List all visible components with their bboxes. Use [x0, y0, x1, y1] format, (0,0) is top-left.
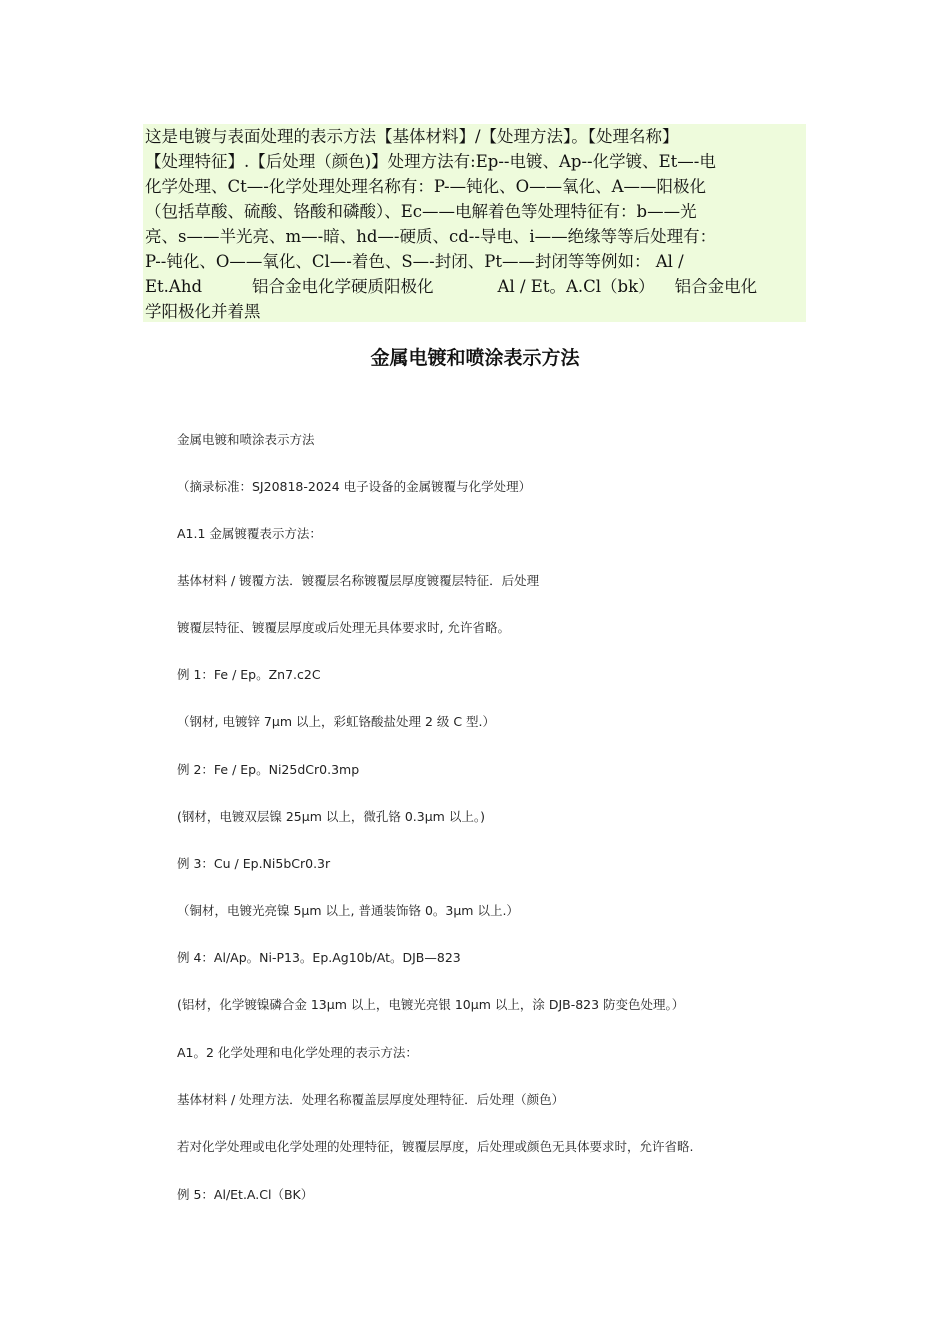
example-desc-2: 铝合金电化 [674, 277, 758, 296]
intro-highlight-box [143, 124, 806, 322]
example-desc-1: 铝合金电化学硬质阳极化 [252, 277, 434, 296]
example-3-explanation: （铜材，电镀光亮镍 5μm 以上, 普通装饰铬 0。3μm 以上.） [177, 903, 519, 918]
example-3: 例 3：Cu / Ep.Ni5bCr0.3r [177, 856, 331, 871]
chemical-treatment-format: 基体材料 / 处理方法．处理名称覆盖层厚度处理特征．后处理（颜色） [177, 1092, 565, 1107]
chemical-omission-note: 若对化学处理或电化学处理的处理特征，镀覆层厚度，后处理或颜色无具体要求时，允许省略. [177, 1139, 694, 1154]
standard-reference: （摘录标准：SJ20818-2024 电子设备的金属镀覆与化学处理） [177, 479, 532, 494]
example-1: 例 1：Fe / Ep。Zn7.c2C [177, 667, 321, 682]
intro-line-4: （包括草酸、硫酸、铬酸和磷酸）、Ec——电解着色等处理特征有：b——光 [145, 202, 697, 221]
example-4-explanation: (铝材，化学镀镍磷合金 13μm 以上，电镀光亮银 10μm 以上，涂 DJB-823 防变色处理。） [177, 997, 685, 1012]
intro-line-1: 这是电镀与表面处理的表示方法【基体材料】/【处理方法】。【处理名称】 [145, 127, 679, 146]
example-1-explanation: （钢材, 电镀锌 7μm 以上，彩虹铬酸盐处理 2 级 C 型.） [177, 714, 496, 729]
subsection-a1-1-heading: A1.1 金属镀覆表示方法： [177, 526, 322, 541]
intro-line-3: 化学处理、Ct—-化学处理处理名称有：P-—钝化、O——氧化、A——阳极化 [145, 177, 707, 196]
intro-line-5: 亮、s——半光亮、m—-暗、hd—-硬质、cd--导电、i——绝缘等等后处理有： [145, 227, 717, 246]
intro-line-7 [145, 274, 757, 299]
intro-line-2: 【处理特征】.【后处理（颜色)】处理方法有:Ep--电镀、Ap--化学镀、Et—-电 [145, 152, 716, 171]
subsection-a1-2-heading: A1。2 化学处理和电化学处理的表示方法： [177, 1045, 418, 1060]
intro-line-8: 学阳极化并着黑 [145, 302, 261, 321]
plating-omission-note: 镀覆层特征、镀覆层厚度或后处理无具体要求时, 允许省略。 [177, 620, 510, 635]
plating-format: 基体材料 / 镀覆方法．镀覆层名称镀覆层厚度镀覆层特征．后处理 [177, 573, 540, 588]
page-title: 金属电镀和喷涂表示方法 [370, 347, 580, 369]
example-code-2: Al / Et。A.Cl（bk） [497, 277, 655, 296]
example-4: 例 4：Al/Ap。Ni-P13。Ep.Ag10b/At。DJB—823 [177, 950, 461, 965]
example-2-explanation: (钢材，电镀双层镍 25μm 以上，微孔铬 0.3μm 以上。) [177, 809, 485, 824]
example-2: 例 2：Fe / Ep。Ni25dCr0.3mp [177, 762, 360, 777]
intro-line-6: P--钝化、O——氧化、Cl—-着色、S—-封闭、Pt——封闭等等例如： Al / [145, 252, 684, 271]
example-5: 例 5：Al/Et.A.Cl（BK） [177, 1187, 314, 1202]
section-heading: 金属电镀和喷涂表示方法 [177, 432, 315, 447]
example-code-1: Et.Ahd [145, 277, 203, 296]
